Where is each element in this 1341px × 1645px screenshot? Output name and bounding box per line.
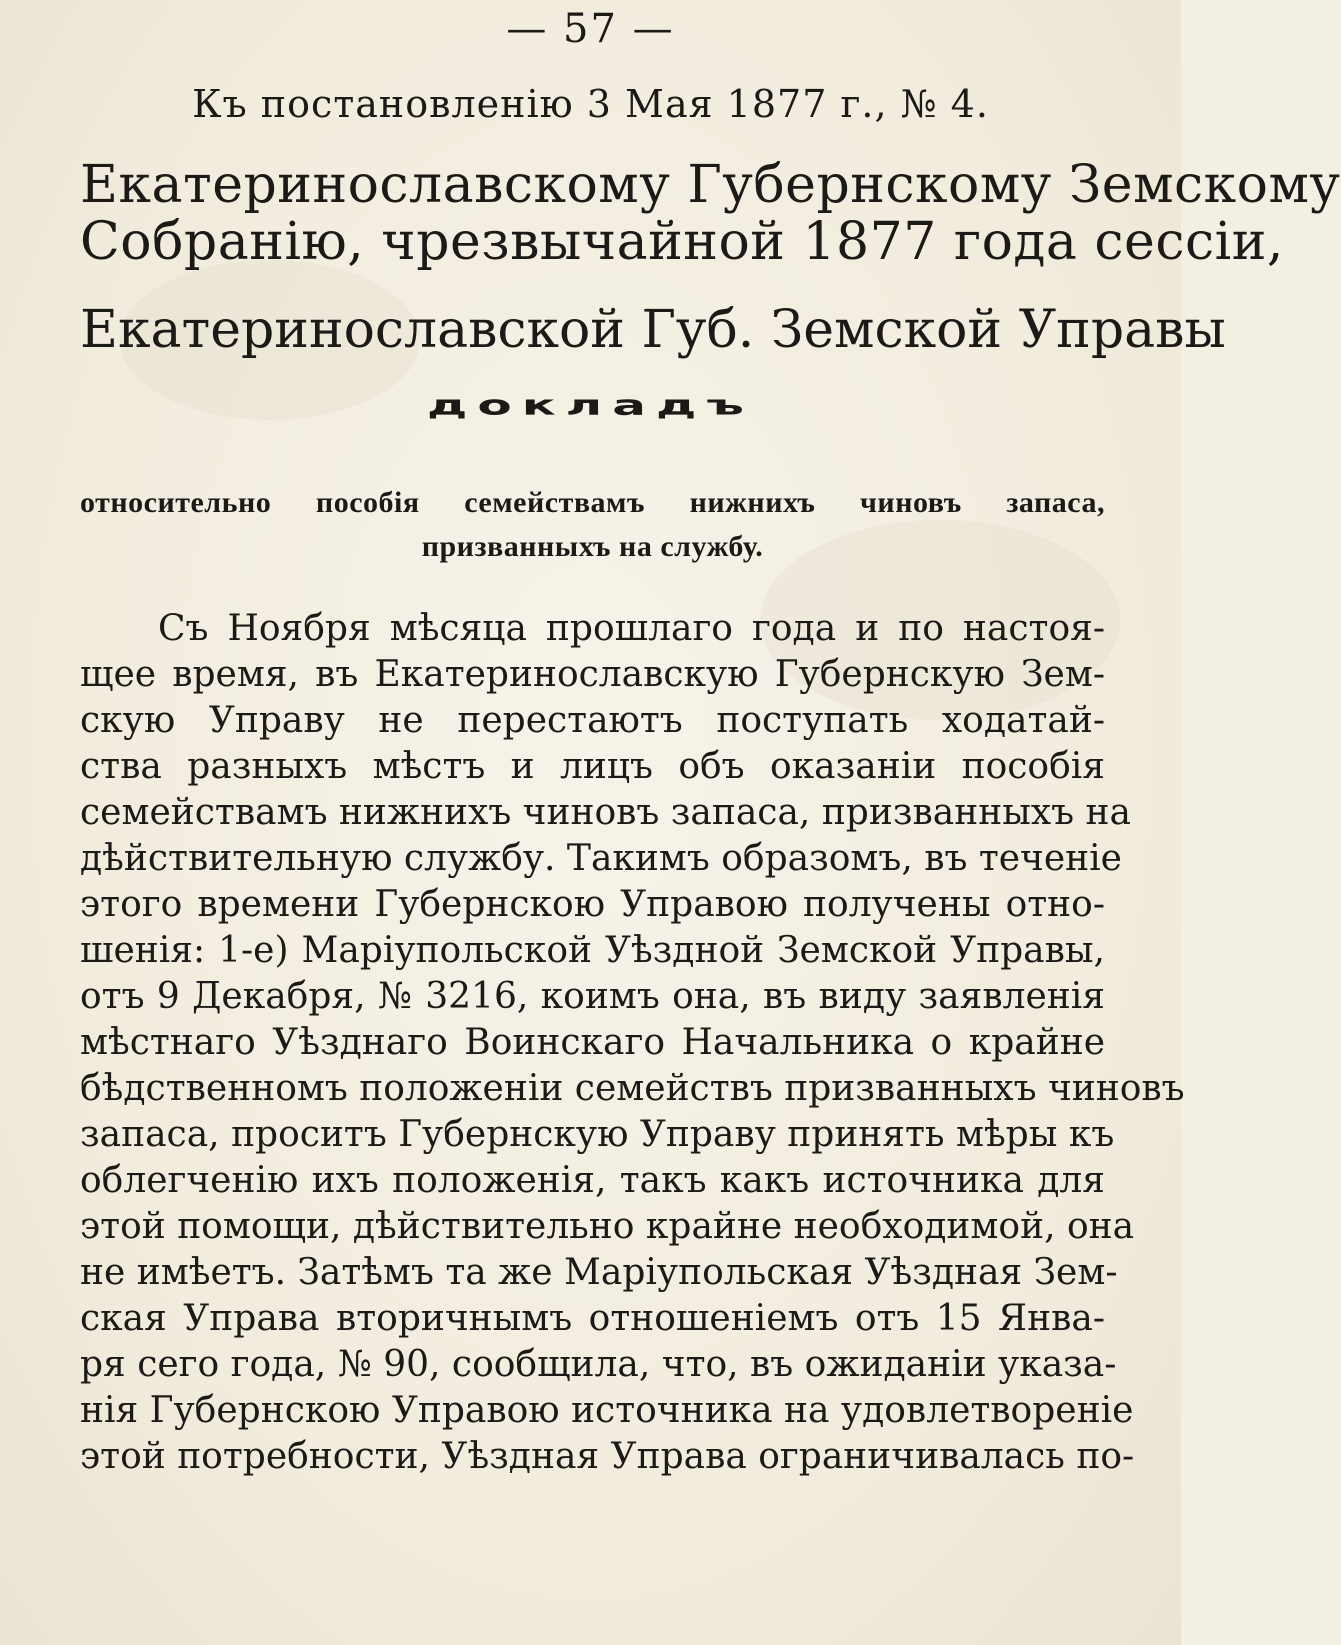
body-line: ства разныхъ мѣстъ и лицъ объ оказаніи пособія [80,746,1105,787]
issuer-line: Екатеринославской Губ. Земской Управы [80,300,1226,360]
body-line: семействамъ нижнихъ чиновъ запаса, призванныхъ на [80,792,1131,833]
addressee-line-1: Екатеринославскому Губернскому Земскому [80,155,1341,215]
page-number: — 57 — [506,6,675,52]
body-line: этой потребности, Уѣздная Управа ограничивалась по- [80,1436,1135,1477]
body-line: Съ Ноября мѣсяца прошлаго года и по настоя- [158,608,1105,649]
body-line: запаса, проситъ Губернскую Управу принять мѣры къ [80,1114,1115,1155]
body-line: ря сего года, № 90, сообщила, что, въ ожиданіи указа- [80,1344,1117,1385]
body-line: не имѣетъ. Затѣмъ та же Маріупольская Уѣздная Зем- [80,1252,1118,1293]
body-line: нія Губернскою Управою источника на удовлетвореніе [80,1390,1134,1431]
subject-line-2: призванныхъ на службу. [421,530,764,563]
body-line: отъ 9 Декабря, № 3216, коимъ она, въ виду заявленія [80,976,1105,1017]
body-line: бѣдственномъ положеніи семействъ призванныхъ чиновъ [80,1068,1185,1109]
body-line: облегченію ихъ положенія, такъ какъ источника для [80,1160,1105,1201]
resolution-reference: Къ постановленію 3 Мая 1877 г., № 4. [192,82,989,126]
body-line: щее время, въ Екатеринославскую Губернскую Зем- [80,654,1105,695]
body-line: скую Управу не перестаютъ поступать ходатай- [80,700,1105,741]
document-type-heading: докладъ [427,389,754,421]
body-line: мѣстнаго Уѣзднаго Воинскаго Начальника о крайне [80,1022,1105,1063]
addressee-line-2: Собранію, чрезвычайной 1877 года сессіи, [80,212,1284,272]
body-line: ская Управа вторичнымъ отношеніемъ отъ 15 Янва- [80,1298,1105,1339]
body-line: этой помощи, дѣйствительно крайне необходимой, она [80,1206,1135,1247]
body-line: шенія: 1-е) Маріупольской Уѣздной Земской Управы, [80,930,1105,971]
body-line: дѣйствительную службу. Такимъ образомъ, въ теченіе [80,838,1122,879]
subject-line-1: относительно пособія семействамъ нижнихъ чиновъ запаса, [80,486,1105,519]
body-line: этого времени Губернскою Управою получены отно- [80,884,1105,925]
